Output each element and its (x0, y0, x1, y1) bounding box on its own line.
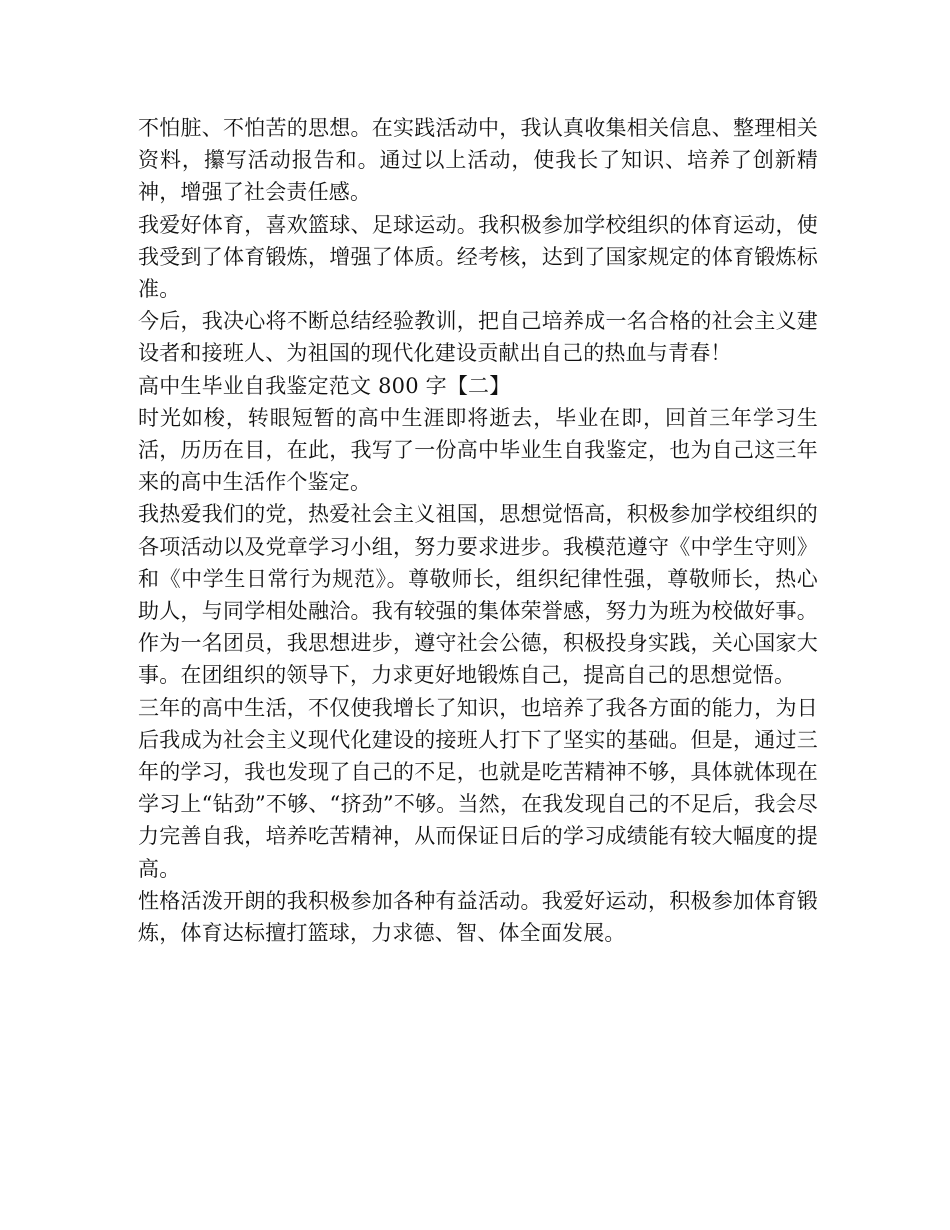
paragraph-three-years: 三年的高中生活，不仅使我增长了知识，也培养了我各方面的能力，为日后我成为社会主义现代化建设的接班人打下了坚实的基础。但是，通过三年的学习，我也发现了自己的不足，也就是吃苦精神不够，具体就体现在学习上“钻劲”不够、“挤劲”不够。当然，在我发现自己的不足后，我会尽力完善自我，培养吃苦精神，从而保证日后的学习成绩能有较大幅度的提高。 (138, 695, 818, 881)
paragraph-personality: 性格活泼开朗的我积极参加各种有益活动。我爱好运动，积极参加体育锻炼，体育达标擅打篮球，力求德、智、体全面发展。 (138, 888, 818, 946)
paragraph-time-flies: 时光如梭，转眼短暂的高中生涯即将逝去，毕业在即，回首三年学习生活，历历在目，在此，我写了一份高中毕业生自我鉴定，也为自己这三年来的高中生活作个鉴定。 (138, 405, 818, 495)
paragraph-sports: 我爱好体育，喜欢篮球、足球运动。我积极参加学校组织的体育运动，使我受到了体育锻炼，增强了体质。经考核，达到了国家规定的体育锻炼标准。 (138, 212, 818, 302)
document-page (138, 112, 818, 949)
paragraph-patriotism: 我热爱我们的党，热爱社会主义祖国，思想觉悟高，积极参加学校组织的各项活动以及党章学习小组，努力要求进步。我模范遵守《中学生守则》和《中学生日常行为规范》。尊敬师长，组织纪律性强，尊敬师长，热心助人，与同学相处融洽。我有较强的集体荣誉感，努力为班为校做好事。作为一名团员，我思想进步，遵守社会公德，积极投身实践，关心国家大事。在团组织的领导下，力求更好地锻炼自己，提高自己的思想觉悟。 (138, 502, 818, 688)
section-heading: 高中生毕业自我鉴定范文 800 字【二】 (138, 373, 511, 398)
paragraph-future-resolve: 今后，我决心将不断总结经验教训，把自己培养成一名合格的社会主义建设者和接班人、为祖国的现代化建设贡献出自己的热血与青春！ (138, 309, 818, 366)
paragraph-practice-activities: 不怕脏、不怕苦的思想。在实践活动中，我认真收集相关信息、整理相关资料，攥写活动报告和。通过以上活动，使我长了知识、培养了创新精神，增强了社会责任感。 (138, 116, 818, 205)
